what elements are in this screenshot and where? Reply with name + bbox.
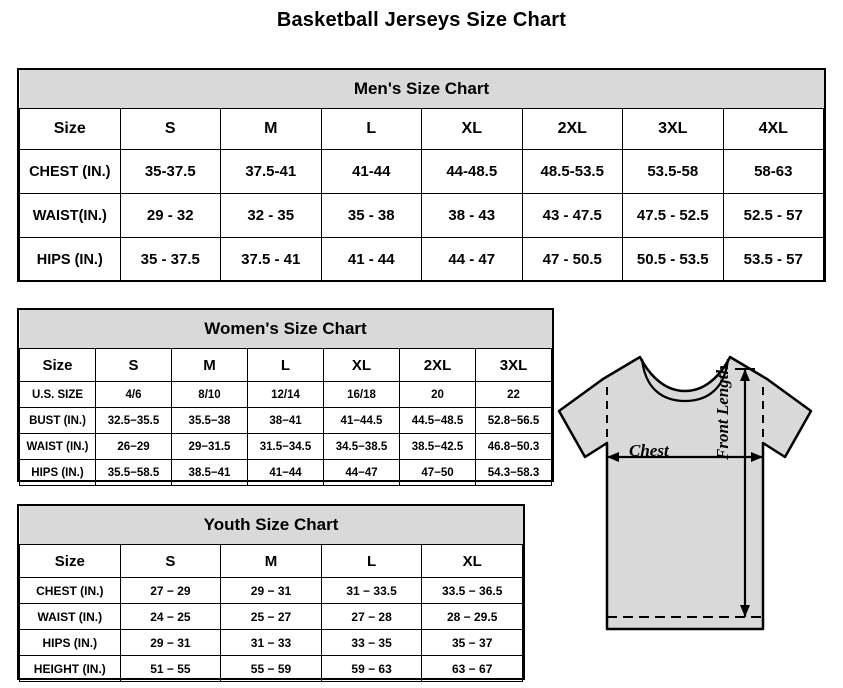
row-label: WAIST (IN.) (20, 434, 96, 460)
table-cell: 48.5-53.5 (522, 150, 623, 194)
table-cell: 53.5 - 57 (723, 238, 824, 282)
tshirt-icon (545, 339, 835, 679)
row-label: CHEST (IN.) (20, 150, 121, 194)
table-cell: 35.5−38 (172, 408, 248, 434)
table-cell: 59 − 63 (321, 656, 422, 682)
table-cell: 31.5−34.5 (248, 434, 324, 460)
table-cell: 44-48.5 (422, 150, 523, 194)
table-cell: 63 − 67 (422, 656, 523, 682)
table-cell: 29 − 31 (120, 630, 221, 656)
column-header: S (96, 349, 172, 382)
row-label: HIPS (IN.) (20, 238, 121, 282)
table-cell: 51 − 55 (120, 656, 221, 682)
table-cell: 35 - 37.5 (120, 238, 221, 282)
table-row (20, 238, 824, 282)
table-caption-row (20, 70, 824, 109)
table-cell: 20 (400, 382, 476, 408)
column-header: XL (422, 109, 523, 150)
front-length-measure-label: Front Length (713, 365, 732, 460)
table-row (20, 578, 523, 604)
table-cell: 22 (476, 382, 552, 408)
column-header: Size (20, 109, 121, 150)
table-cell: 34.5−38.5 (324, 434, 400, 460)
table-caption-row (20, 310, 552, 349)
table-cell: 38 - 43 (422, 194, 523, 238)
table-cell: 29 - 32 (120, 194, 221, 238)
table-cell: 37.5-41 (221, 150, 322, 194)
table-cell: 31 − 33.5 (321, 578, 422, 604)
column-header: L (321, 545, 422, 578)
table-cell: 8/10 (172, 382, 248, 408)
table-cell: 44−47 (324, 460, 400, 486)
table-cell: 26−29 (96, 434, 172, 460)
page-title: Basketball Jerseys Size Chart (276, 9, 567, 31)
table-row (20, 656, 523, 682)
table-cell: 41-44 (321, 150, 422, 194)
column-header: M (172, 349, 248, 382)
column-header: L (248, 349, 324, 382)
row-label: U.S. SIZE (20, 382, 96, 408)
table-row (20, 630, 523, 656)
table-cell: 35 − 37 (422, 630, 523, 656)
column-header: 2XL (522, 109, 623, 150)
column-header: 4XL (723, 109, 824, 150)
table-cell: 32 - 35 (221, 194, 322, 238)
column-header: 2XL (400, 349, 476, 382)
table-cell: 31 − 33 (221, 630, 322, 656)
mens-chart-caption: Men's Size Chart (20, 70, 824, 109)
row-label: CHEST (IN.) (20, 578, 121, 604)
table-cell: 27 − 29 (120, 578, 221, 604)
table-cell: 53.5-58 (623, 150, 724, 194)
table-row (20, 408, 552, 434)
measurement-diagram (545, 339, 835, 679)
chest-measure-label: Chest (629, 441, 669, 460)
table-cell: 28 − 29.5 (422, 604, 523, 630)
column-header: S (120, 109, 221, 150)
row-label: WAIST(IN.) (20, 194, 121, 238)
column-header: Size (20, 349, 96, 382)
table-cell: 38.5−42.5 (400, 434, 476, 460)
table-row (20, 194, 824, 238)
table-cell: 4/6 (96, 382, 172, 408)
table-cell: 52.5 - 57 (723, 194, 824, 238)
table-cell: 35 - 38 (321, 194, 422, 238)
table-cell: 38.5−41 (172, 460, 248, 486)
table-row (20, 460, 552, 486)
youth-chart-caption: Youth Size Chart (20, 506, 523, 545)
table-cell: 16/18 (324, 382, 400, 408)
table-header-row (20, 349, 552, 382)
table-cell: 44 - 47 (422, 238, 523, 282)
table-cell: 29−31.5 (172, 434, 248, 460)
table-cell: 55 − 59 (221, 656, 322, 682)
table-row (20, 150, 824, 194)
table-cell: 32.5−35.5 (96, 408, 172, 434)
row-label: HEIGHT (IN.) (20, 656, 121, 682)
row-label: WAIST (IN.) (20, 604, 121, 630)
table-cell: 47 - 50.5 (522, 238, 623, 282)
table-cell: 52.8−56.5 (476, 408, 552, 434)
youth-size-chart (17, 504, 525, 680)
column-header: L (321, 109, 422, 150)
table-header-row (20, 545, 523, 578)
table-row (20, 604, 523, 630)
table-cell: 35-37.5 (120, 150, 221, 194)
table-header-row (20, 109, 824, 150)
table-cell: 29 − 31 (221, 578, 322, 604)
table-cell: 25 − 27 (221, 604, 322, 630)
row-label: HIPS (IN.) (20, 630, 121, 656)
column-header: 3XL (623, 109, 724, 150)
table-cell: 33 − 35 (321, 630, 422, 656)
table-cell: 38−41 (248, 408, 324, 434)
column-header: 3XL (476, 349, 552, 382)
table-cell: 41−44 (248, 460, 324, 486)
table-cell: 54.3−58.3 (476, 460, 552, 486)
row-label: BUST (IN.) (20, 408, 96, 434)
table-caption-row (20, 506, 523, 545)
womens-size-chart (17, 308, 554, 482)
column-header: XL (422, 545, 523, 578)
table-cell: 41−44.5 (324, 408, 400, 434)
row-label: HIPS (IN.) (20, 460, 96, 486)
youth-size-table (19, 506, 523, 682)
table-row (20, 434, 552, 460)
table-cell: 44.5−48.5 (400, 408, 476, 434)
column-header: M (221, 545, 322, 578)
table-cell: 24 − 25 (120, 604, 221, 630)
table-cell: 46.8−50.3 (476, 434, 552, 460)
womens-chart-caption: Women's Size Chart (20, 310, 552, 349)
mens-size-table (19, 70, 824, 282)
column-header: XL (324, 349, 400, 382)
table-cell: 41 - 44 (321, 238, 422, 282)
table-cell: 37.5 - 41 (221, 238, 322, 282)
table-cell: 47−50 (400, 460, 476, 486)
mens-size-chart (17, 68, 826, 282)
table-cell: 47.5 - 52.5 (623, 194, 724, 238)
table-cell: 50.5 - 53.5 (623, 238, 724, 282)
table-cell: 58-63 (723, 150, 824, 194)
column-header: S (120, 545, 221, 578)
table-cell: 12/14 (248, 382, 324, 408)
table-cell: 33.5 − 36.5 (422, 578, 523, 604)
table-cell: 27 − 28 (321, 604, 422, 630)
column-header: M (221, 109, 322, 150)
table-row (20, 382, 552, 408)
table-cell: 43 - 47.5 (522, 194, 623, 238)
column-header: Size (20, 545, 121, 578)
womens-size-table (19, 310, 552, 486)
table-cell: 35.5−58.5 (96, 460, 172, 486)
